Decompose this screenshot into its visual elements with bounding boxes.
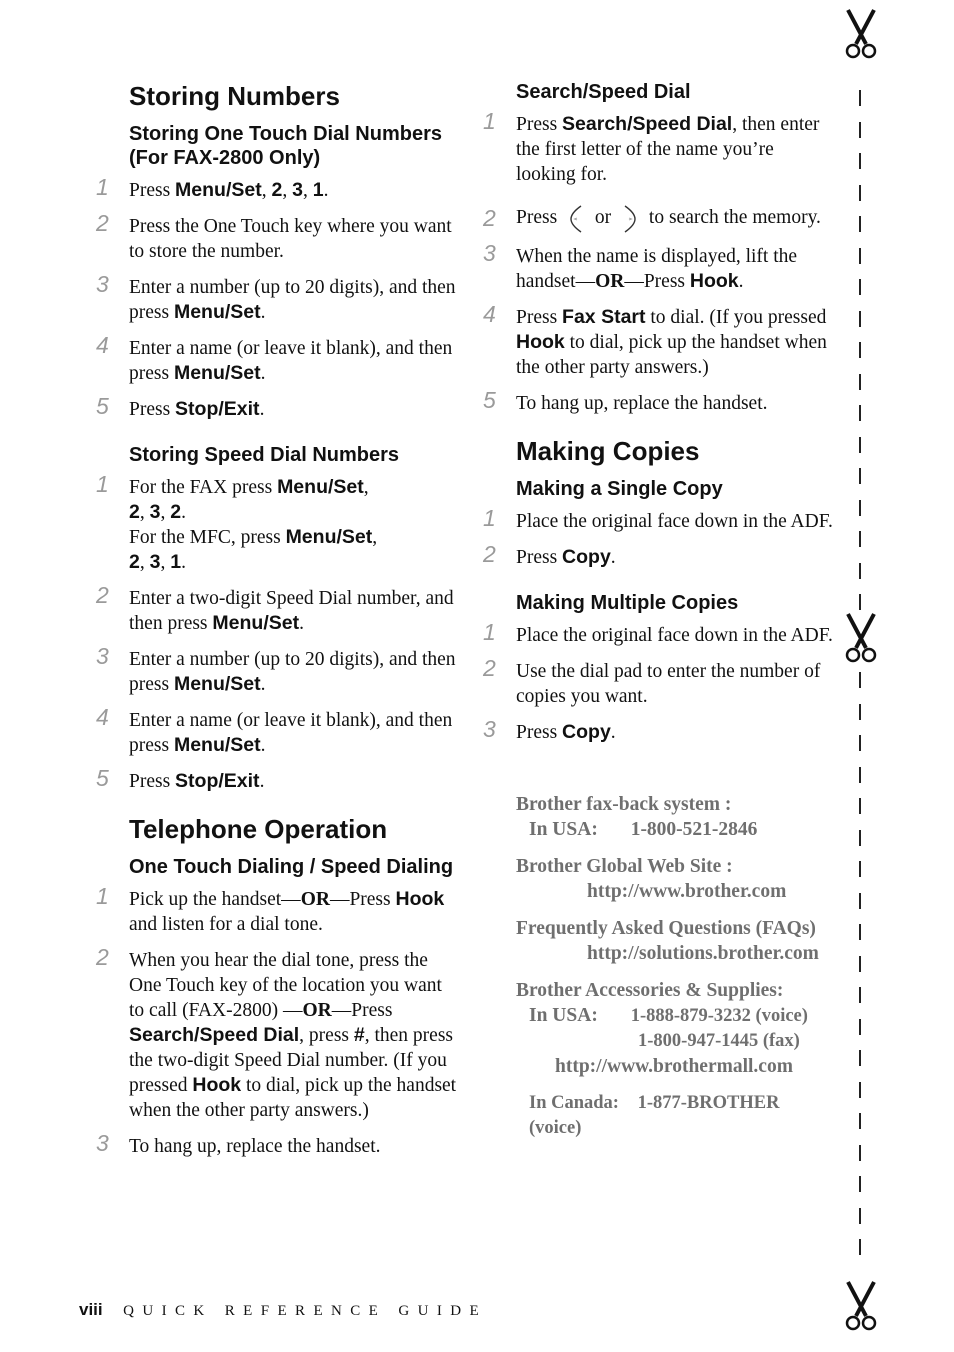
accessories-voice: 1-888-879-3232 (voice) <box>630 1006 808 1026</box>
key-label: 3 <box>149 551 161 573</box>
step-number: 4 <box>96 332 109 358</box>
cut-line-dash <box>859 500 861 516</box>
step-number: 3 <box>96 271 109 297</box>
step-number: 2 <box>96 582 109 608</box>
accessories-country: In USA: <box>529 1005 598 1026</box>
step-text: , press <box>299 1025 354 1046</box>
key-label: Copy <box>562 721 611 743</box>
step-number: 5 <box>483 387 496 413</box>
left-column <box>96 80 459 1170</box>
cut-line-dash <box>859 311 861 327</box>
right-column <box>483 80 836 1141</box>
cut-line-dash <box>859 405 861 421</box>
page-footer <box>79 1299 487 1320</box>
step-text: , then press the two-digit Speed Dial number. (If you pressed <box>129 1025 454 1096</box>
faq-url[interactable]: http://solutions.brother.com <box>587 943 819 964</box>
cut-line-dash <box>859 1239 861 1255</box>
cut-line-dash <box>859 830 861 846</box>
step-text: to dial, pick up the handset when the other party answers.) <box>129 1075 457 1121</box>
step-number: 4 <box>96 704 109 730</box>
cut-line-dash <box>859 798 861 814</box>
step <box>96 174 459 203</box>
step <box>96 944 459 1123</box>
step-number: 2 <box>483 205 496 231</box>
step-text: Press <box>516 307 563 328</box>
left-arrow-key-icon <box>568 205 584 233</box>
key-label: Hook <box>516 331 565 353</box>
cut-line-dash <box>859 1050 861 1066</box>
cut-line-dash <box>859 216 861 232</box>
step-text: . <box>260 735 266 756</box>
step-number: 3 <box>483 716 496 742</box>
faxback-number: 1-800-521-2846 <box>630 819 758 840</box>
subsection-title-one-touch: Storing One Touch Dial Numbers (For FAX-2800 Only) <box>129 123 442 169</box>
step-text: Place the original face down in the ADF. <box>516 511 833 532</box>
web-label: Brother Global Web Site : <box>516 856 733 877</box>
cut-line-dash <box>859 437 861 453</box>
step <box>96 883 459 937</box>
canada-line <box>516 1091 836 1141</box>
cut-line-dash <box>859 1019 861 1035</box>
key-label: Menu/Set <box>173 734 261 756</box>
key-label: 2 <box>129 551 140 573</box>
step-text: For the FAX press <box>129 477 278 498</box>
faxback-line <box>516 817 836 842</box>
cut-line-dash <box>859 1113 861 1129</box>
step-number: 1 <box>96 174 109 200</box>
cut-line-dash <box>859 90 861 106</box>
step-text: . <box>260 302 266 323</box>
section-title-making-copies: Making Copies <box>516 436 700 466</box>
key-label: Menu/Set <box>173 362 261 384</box>
key-label: Fax Start <box>562 306 646 328</box>
step-text: Press <box>516 722 563 743</box>
key-label: 1 <box>170 551 182 573</box>
step <box>483 716 836 745</box>
cut-line-dash <box>859 735 861 751</box>
key-label: 3 <box>149 501 161 523</box>
cut-line-dash <box>859 1082 861 1098</box>
cut-line-dash <box>859 1145 861 1161</box>
key-label: Copy <box>562 546 611 568</box>
step-text: Press <box>129 399 176 420</box>
step-text: Enter a number (up to 20 digits), and then press <box>129 277 456 323</box>
step <box>96 643 459 697</box>
step <box>96 1130 459 1159</box>
key-label: Search/Speed Dial <box>129 1024 300 1046</box>
accessories-line <box>516 1003 836 1029</box>
step-number: 1 <box>483 108 496 134</box>
key-label: Search/Speed Dial <box>562 113 733 135</box>
support-info <box>516 792 836 1141</box>
key-label: Menu/Set <box>285 526 373 548</box>
separator: , <box>160 552 171 573</box>
step-text: To hang up, replace the handset. <box>129 1136 381 1157</box>
step <box>96 582 459 636</box>
subsection-title-single-copy: Making a Single Copy <box>516 478 723 500</box>
step <box>483 505 836 534</box>
key-label: Hook <box>689 270 739 292</box>
subsection-title-speed-dial: Storing Speed Dial Numbers <box>129 444 400 466</box>
step-text: Press <box>516 547 563 568</box>
step-text: —Press <box>624 271 690 292</box>
step-text: Enter a number (up to 20 digits), and then press <box>129 649 456 695</box>
step-text: Press the One Touch key where you want to store the number. <box>129 216 452 262</box>
key-label: Stop/Exit <box>175 770 260 792</box>
step-number: 1 <box>96 883 109 909</box>
cut-line-dash <box>859 924 861 940</box>
step-text: Press <box>129 180 176 201</box>
step <box>483 108 836 187</box>
step-number: 1 <box>96 471 109 497</box>
step-text: When the name is displayed, lift the handset— <box>516 246 798 292</box>
cut-line-dash <box>859 374 861 390</box>
or-word: OR <box>300 889 330 910</box>
step-text: to dial. (If you pressed <box>645 307 827 328</box>
key-label: Menu/Set <box>173 673 261 695</box>
accessories-fax: 1-800-947-1445 (fax) <box>638 1031 800 1051</box>
accessories-block <box>516 978 836 1079</box>
key-label: Hook <box>395 888 445 910</box>
faxback-block <box>516 792 836 842</box>
step-text: Enter a name (or leave it blank), and then press <box>129 710 453 756</box>
accessories-url[interactable]: http://www.brothermall.com <box>555 1056 793 1077</box>
cut-line-dash <box>859 1208 861 1224</box>
key-label: Menu/Set <box>173 301 261 323</box>
step-text: For the MFC, press <box>129 527 286 548</box>
canada-label: In Canada: <box>529 1093 619 1113</box>
key-label: Menu/Set <box>277 476 364 498</box>
key-label: 2 <box>170 501 182 523</box>
step-text: . <box>181 502 186 523</box>
cut-line-dash <box>859 563 861 579</box>
step-text: . <box>260 363 266 384</box>
cut-line-dash <box>859 468 861 484</box>
separator: , <box>282 180 293 201</box>
step-number: 2 <box>96 944 109 970</box>
cut-line-dash <box>859 342 861 358</box>
key-label: Menu/Set <box>212 612 300 634</box>
step-text: . <box>299 613 304 634</box>
step-number: 3 <box>96 1130 109 1156</box>
or-word: OR <box>595 271 625 292</box>
cut-line-dash <box>859 594 861 610</box>
cut-line-dash <box>859 185 861 201</box>
step-text: To hang up, replace the handset. <box>516 393 768 414</box>
canada-number: 1-877-BROTHER (voice) <box>529 1093 780 1138</box>
step-number: 1 <box>483 505 496 531</box>
step-text: —Press <box>329 889 396 910</box>
or-word: OR <box>302 1000 332 1021</box>
step-text: Enter a name (or leave it blank), and then press <box>129 338 453 384</box>
separator: , <box>372 527 378 548</box>
step-number: 3 <box>483 240 496 266</box>
separator: , <box>139 502 150 523</box>
cut-line-dash <box>859 248 861 264</box>
step-text: Place the original face down in the ADF. <box>516 625 833 646</box>
subsection-title-multiple-copies: Making Multiple Copies <box>516 592 739 614</box>
step-text: When you hear the dial tone, press the One Touch key of the location you want to call (FAX-2800) — <box>129 950 442 1021</box>
step-text: —Press <box>331 1000 393 1021</box>
web-block <box>516 854 836 904</box>
faxback-label: Brother fax-back system : <box>516 794 732 815</box>
step-number: 2 <box>483 541 496 567</box>
right-arrow-key-icon <box>622 205 638 233</box>
step-text: Enter a two-digit Speed Dial number, and then press <box>129 588 454 634</box>
step <box>96 471 459 575</box>
cut-line-dash <box>859 672 861 688</box>
step-text: Press <box>516 207 558 228</box>
step-number: 4 <box>483 301 496 327</box>
subsection-title-one-touch-dialing: One Touch Dialing / Speed Dialing <box>129 856 454 878</box>
separator: , <box>302 180 313 201</box>
cut-line-dash <box>859 153 861 169</box>
step-text: or <box>594 207 612 228</box>
step <box>96 332 459 386</box>
step <box>483 240 836 294</box>
step-text: . <box>610 547 616 568</box>
scissors-icon <box>844 1280 878 1332</box>
scissors-icon <box>844 8 878 60</box>
step-number: 3 <box>96 643 109 669</box>
step-text: to dial, pick up the handset when the other party answers.) <box>516 332 827 378</box>
cut-line-dash <box>859 122 861 138</box>
step-number: 2 <box>96 210 109 236</box>
cut-line <box>842 0 882 1352</box>
page-number: viii <box>79 1300 103 1319</box>
key-label: 2 <box>129 501 140 523</box>
step-text: . <box>610 722 616 743</box>
section-title-telephone-operation: Telephone Operation <box>129 814 388 844</box>
key-label: Menu/Set <box>175 179 262 201</box>
key-label: 2 <box>271 179 283 201</box>
step-text: Pick up the handset— <box>129 889 301 910</box>
key-label: 1 <box>312 179 324 201</box>
scissors-icon <box>844 612 878 664</box>
step-text: . <box>259 399 265 420</box>
step <box>96 393 459 422</box>
cut-line-dash <box>859 279 861 295</box>
step-text: Use the dial pad to enter the number of copies you want. <box>516 661 821 707</box>
step <box>96 704 459 758</box>
step <box>96 210 459 264</box>
separator: , <box>261 180 272 201</box>
step-number: 2 <box>483 655 496 681</box>
step <box>483 301 836 380</box>
key-label: 3 <box>292 179 303 201</box>
step-text: . <box>323 180 329 201</box>
faq-block <box>516 916 836 966</box>
step-text: Press <box>129 771 176 792</box>
step-text: , then enter the first letter of the name you’re looking for. <box>516 114 820 185</box>
step <box>483 541 836 570</box>
separator: , <box>363 477 369 498</box>
faxback-country: In USA: <box>529 819 598 840</box>
key-label: Stop/Exit <box>175 398 260 420</box>
step <box>483 655 836 709</box>
cut-line-dash <box>859 531 861 547</box>
step-number: 5 <box>96 765 109 791</box>
cut-line-dash <box>859 956 861 972</box>
step <box>483 387 836 416</box>
section-title-storing-numbers: Storing Numbers <box>129 81 340 111</box>
cut-line-dash <box>859 893 861 909</box>
step-text: . <box>738 271 744 292</box>
step-text: . <box>181 552 186 573</box>
separator: , <box>160 502 171 523</box>
step <box>483 619 836 648</box>
subsection-title-search-speed-dial: Search/Speed Dial <box>516 81 691 103</box>
step <box>483 203 836 233</box>
accessories-label: Brother Accessories & Supplies: <box>516 980 784 1001</box>
web-url[interactable]: http://www.brother.com <box>587 881 787 902</box>
step-number: 5 <box>96 393 109 419</box>
cut-line-dash <box>859 767 861 783</box>
guide-title: QUICK REFERENCE GUIDE <box>123 1303 488 1319</box>
step <box>96 271 459 325</box>
faq-label: Frequently Asked Questions (FAQs) <box>516 918 816 939</box>
cut-line-dash <box>859 987 861 1003</box>
cut-line-dash <box>859 704 861 720</box>
step-text: and listen for a dial tone. <box>129 914 323 935</box>
step-number: 1 <box>483 619 496 645</box>
step-text: Press <box>516 114 563 135</box>
step <box>96 765 459 794</box>
cut-line-dash <box>859 1176 861 1192</box>
step-text: to search the memory. <box>648 207 821 228</box>
key-label: Hook <box>192 1074 242 1096</box>
step-text: . <box>259 771 265 792</box>
separator: , <box>139 552 150 573</box>
cut-line-dash <box>859 861 861 877</box>
key-label: # <box>353 1024 365 1046</box>
step-text: . <box>260 674 266 695</box>
